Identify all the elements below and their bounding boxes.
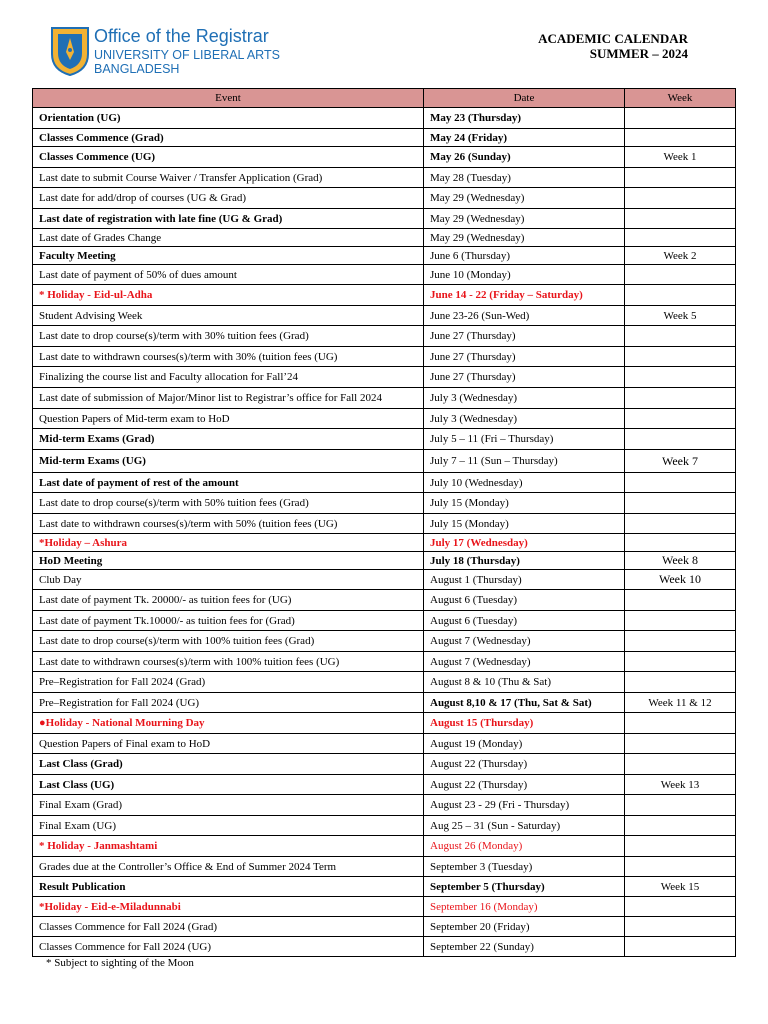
week-cell bbox=[625, 836, 736, 857]
table-row bbox=[33, 534, 736, 552]
table-row bbox=[33, 857, 736, 877]
week-cell bbox=[625, 590, 736, 611]
date-cell: August 8 & 10 (Thu & Sat) bbox=[424, 672, 625, 693]
event-cell: Question Papers of Final exam to HoD bbox=[33, 734, 424, 754]
table-row bbox=[33, 775, 736, 795]
event-cell: Classes Commence for Fall 2024 (Grad) bbox=[33, 917, 424, 937]
event-cell: Finalizing the course list and Faculty allocation for Fall’24 bbox=[33, 367, 424, 388]
week-cell bbox=[625, 429, 736, 450]
table-row bbox=[33, 108, 736, 129]
date-cell: July 7 – 11 (Sun – Thursday) bbox=[424, 450, 625, 473]
date-cell: June 6 (Thursday) bbox=[424, 247, 625, 265]
table-row bbox=[33, 285, 736, 306]
event-cell: Last date to drop course(s)/term with 100% tuition fees (Grad) bbox=[33, 631, 424, 652]
event-cell: Faculty Meeting bbox=[33, 247, 424, 265]
week-cell bbox=[625, 326, 736, 347]
moon-sighting-footnote: * Subject to sighting of the Moon bbox=[46, 957, 194, 969]
table-row bbox=[33, 836, 736, 857]
date-cell: September 22 (Sunday) bbox=[424, 937, 625, 957]
date-cell: June 27 (Thursday) bbox=[424, 326, 625, 347]
date-cell: August 7 (Wednesday) bbox=[424, 652, 625, 672]
table-row bbox=[33, 917, 736, 937]
table-row bbox=[33, 429, 736, 450]
date-cell: September 16 (Monday) bbox=[424, 897, 625, 917]
event-cell: HoD Meeting bbox=[33, 552, 424, 570]
week-cell bbox=[625, 129, 736, 147]
week-cell bbox=[625, 713, 736, 734]
date-cell: August 15 (Thursday) bbox=[424, 713, 625, 734]
date-cell: August 23 - 29 (Fri - Thursday) bbox=[424, 795, 625, 816]
date-cell: September 20 (Friday) bbox=[424, 917, 625, 937]
table-row bbox=[33, 347, 736, 367]
week-cell bbox=[625, 409, 736, 429]
event-cell: Pre–Registration for Fall 2024 (UG) bbox=[33, 693, 424, 713]
event-cell: Last date of Grades Change bbox=[33, 229, 424, 247]
week-cell: Week 13 bbox=[625, 775, 736, 795]
column-header-week: Week bbox=[625, 89, 736, 108]
calendar-table bbox=[32, 88, 736, 957]
event-cell: ●Holiday - National Mourning Day bbox=[33, 713, 424, 734]
week-cell bbox=[625, 367, 736, 388]
table-row bbox=[33, 473, 736, 493]
table-row bbox=[33, 514, 736, 534]
table-row bbox=[33, 265, 736, 285]
event-cell: Final Exam (Grad) bbox=[33, 795, 424, 816]
table-row bbox=[33, 713, 736, 734]
table-row bbox=[33, 897, 736, 917]
date-cell: August 6 (Tuesday) bbox=[424, 611, 625, 631]
week-cell: Week 1 bbox=[625, 147, 736, 168]
date-cell: July 5 – 11 (Fri – Thursday) bbox=[424, 429, 625, 450]
table-row bbox=[33, 209, 736, 229]
table-row bbox=[33, 816, 736, 836]
week-cell bbox=[625, 388, 736, 409]
week-cell: Week 2 bbox=[625, 247, 736, 265]
week-cell bbox=[625, 108, 736, 129]
event-cell: *Holiday – Ashura bbox=[33, 534, 424, 552]
date-cell: May 24 (Friday) bbox=[424, 129, 625, 147]
date-cell: August 8,10 & 17 (Thu, Sat & Sat) bbox=[424, 693, 625, 713]
event-cell: Last date to drop course(s)/term with 50% tuition fees (Grad) bbox=[33, 493, 424, 514]
event-cell: Last date of payment of 50% of dues amount bbox=[33, 265, 424, 285]
week-cell bbox=[625, 168, 736, 188]
calendar-heading bbox=[538, 31, 688, 61]
date-cell: June 27 (Thursday) bbox=[424, 367, 625, 388]
event-cell: Last date to submit Course Waiver / Transfer Application (Grad) bbox=[33, 168, 424, 188]
week-cell: Week 7 bbox=[625, 450, 736, 473]
table-row bbox=[33, 326, 736, 347]
table-row bbox=[33, 552, 736, 570]
date-cell: September 3 (Tuesday) bbox=[424, 857, 625, 877]
table-header-row bbox=[33, 89, 736, 108]
date-cell: August 22 (Thursday) bbox=[424, 775, 625, 795]
date-cell: Aug 25 – 31 (Sun - Saturday) bbox=[424, 816, 625, 836]
week-cell bbox=[625, 816, 736, 836]
event-cell: Last date to withdrawn courses(s)/term with 50% (tuition fees (UG) bbox=[33, 514, 424, 534]
table-row bbox=[33, 388, 736, 409]
event-cell: Mid-term Exams (Grad) bbox=[33, 429, 424, 450]
event-cell: Pre–Registration for Fall 2024 (Grad) bbox=[33, 672, 424, 693]
event-cell: * Holiday - Janmashtami bbox=[33, 836, 424, 857]
table-row bbox=[33, 693, 736, 713]
table-row bbox=[33, 652, 736, 672]
table-row bbox=[33, 450, 736, 473]
week-cell bbox=[625, 754, 736, 775]
week-cell bbox=[625, 188, 736, 209]
week-cell bbox=[625, 795, 736, 816]
page-subtitle: SUMMER – 2024 bbox=[589, 46, 688, 61]
event-cell: Last Class (Grad) bbox=[33, 754, 424, 775]
week-cell bbox=[625, 285, 736, 306]
logo-country: BANGLADESH bbox=[94, 62, 180, 76]
week-cell: Week 5 bbox=[625, 306, 736, 326]
week-cell bbox=[625, 347, 736, 367]
university-crest-icon bbox=[50, 26, 90, 76]
week-cell bbox=[625, 672, 736, 693]
week-cell bbox=[625, 857, 736, 877]
week-cell: Week 10 bbox=[625, 570, 736, 590]
table-row bbox=[33, 188, 736, 209]
week-cell bbox=[625, 631, 736, 652]
date-cell: June 10 (Monday) bbox=[424, 265, 625, 285]
column-header-event: Event bbox=[33, 89, 424, 108]
event-cell: Final Exam (UG) bbox=[33, 816, 424, 836]
table-row bbox=[33, 937, 736, 957]
week-cell: Week 15 bbox=[625, 877, 736, 897]
table-row bbox=[33, 147, 736, 168]
table-row bbox=[33, 570, 736, 590]
event-cell: Last date of payment Tk. 20000/- as tuition fees for (UG) bbox=[33, 590, 424, 611]
table-row bbox=[33, 247, 736, 265]
event-cell: Classes Commence for Fall 2024 (UG) bbox=[33, 937, 424, 957]
event-cell: Last date of submission of Major/Minor list to Registrar’s office for Fall 2024 bbox=[33, 388, 424, 409]
date-cell: September 5 (Thursday) bbox=[424, 877, 625, 897]
date-cell: May 29 (Wednesday) bbox=[424, 188, 625, 209]
event-cell: Classes Commence (Grad) bbox=[33, 129, 424, 147]
column-header-date: Date bbox=[424, 89, 625, 108]
event-cell: Last Class (UG) bbox=[33, 775, 424, 795]
page-title: ACADEMIC CALENDAR bbox=[538, 31, 688, 46]
table-row bbox=[33, 734, 736, 754]
event-cell: *Holiday - Eid-e-Miladunnabi bbox=[33, 897, 424, 917]
table-row bbox=[33, 611, 736, 631]
logo-title: Office of the Registrar bbox=[94, 26, 269, 46]
event-cell: Last date of payment of rest of the amount bbox=[33, 473, 424, 493]
event-cell: Orientation (UG) bbox=[33, 108, 424, 129]
table-row bbox=[33, 367, 736, 388]
week-cell bbox=[625, 265, 736, 285]
week-cell bbox=[625, 473, 736, 493]
date-cell: August 7 (Wednesday) bbox=[424, 631, 625, 652]
week-cell bbox=[625, 611, 736, 631]
week-cell bbox=[625, 897, 736, 917]
event-cell: Last date to drop course(s)/term with 30% tuition fees (Grad) bbox=[33, 326, 424, 347]
table-row bbox=[33, 168, 736, 188]
week-cell bbox=[625, 917, 736, 937]
event-cell: Club Day bbox=[33, 570, 424, 590]
date-cell: August 6 (Tuesday) bbox=[424, 590, 625, 611]
date-cell: June 23-26 (Sun-Wed) bbox=[424, 306, 625, 326]
date-cell: August 22 (Thursday) bbox=[424, 754, 625, 775]
date-cell: July 3 (Wednesday) bbox=[424, 409, 625, 429]
date-cell: August 19 (Monday) bbox=[424, 734, 625, 754]
event-cell: Grades due at the Controller’s Office & End of Summer 2024 Term bbox=[33, 857, 424, 877]
event-cell: Last date for add/drop of courses (UG & Grad) bbox=[33, 188, 424, 209]
event-cell: Last date of payment Tk.10000/- as tuition fees for (Grad) bbox=[33, 611, 424, 631]
registrar-logo bbox=[50, 26, 280, 80]
table-row bbox=[33, 795, 736, 816]
event-cell: Last date to withdrawn courses(s)/term with 30% (tuition fees (UG) bbox=[33, 347, 424, 367]
table-row bbox=[33, 672, 736, 693]
event-cell: Student Advising Week bbox=[33, 306, 424, 326]
table-row bbox=[33, 877, 736, 897]
week-cell bbox=[625, 652, 736, 672]
date-cell: July 3 (Wednesday) bbox=[424, 388, 625, 409]
date-cell: July 15 (Monday) bbox=[424, 493, 625, 514]
date-cell: May 28 (Tuesday) bbox=[424, 168, 625, 188]
week-cell: Week 8 bbox=[625, 552, 736, 570]
event-cell: Last date of registration with late fine (UG & Grad) bbox=[33, 209, 424, 229]
week-cell bbox=[625, 229, 736, 247]
date-cell: August 26 (Monday) bbox=[424, 836, 625, 857]
date-cell: July 18 (Thursday) bbox=[424, 552, 625, 570]
week-cell: Week 11 & 12 bbox=[625, 693, 736, 713]
date-cell: July 17 (Wednesday) bbox=[424, 534, 625, 552]
date-cell: May 23 (Thursday) bbox=[424, 108, 625, 129]
table-row bbox=[33, 631, 736, 652]
table-row bbox=[33, 129, 736, 147]
week-cell bbox=[625, 209, 736, 229]
date-cell: July 15 (Monday) bbox=[424, 514, 625, 534]
date-cell: July 10 (Wednesday) bbox=[424, 473, 625, 493]
table-row bbox=[33, 229, 736, 247]
event-cell: Mid-term Exams (UG) bbox=[33, 450, 424, 473]
event-cell: Question Papers of Mid-term exam to HoD bbox=[33, 409, 424, 429]
table-row bbox=[33, 590, 736, 611]
table-row bbox=[33, 754, 736, 775]
table-row bbox=[33, 409, 736, 429]
event-cell: Result Publication bbox=[33, 877, 424, 897]
week-cell bbox=[625, 937, 736, 957]
table-row bbox=[33, 306, 736, 326]
date-cell: August 1 (Thursday) bbox=[424, 570, 625, 590]
week-cell bbox=[625, 734, 736, 754]
date-cell: June 27 (Thursday) bbox=[424, 347, 625, 367]
event-cell: Classes Commence (UG) bbox=[33, 147, 424, 168]
week-cell bbox=[625, 534, 736, 552]
event-cell: * Holiday - Eid-ul-Adha bbox=[33, 285, 424, 306]
event-cell: Last date to withdrawn courses(s)/term with 100% tuition fees (UG) bbox=[33, 652, 424, 672]
logo-university: UNIVERSITY OF LIBERAL ARTS bbox=[94, 48, 280, 62]
week-cell bbox=[625, 514, 736, 534]
table-row bbox=[33, 493, 736, 514]
week-cell bbox=[625, 493, 736, 514]
date-cell: May 29 (Wednesday) bbox=[424, 209, 625, 229]
date-cell: June 14 - 22 (Friday – Saturday) bbox=[424, 285, 625, 306]
date-cell: May 29 (Wednesday) bbox=[424, 229, 625, 247]
date-cell: May 26 (Sunday) bbox=[424, 147, 625, 168]
